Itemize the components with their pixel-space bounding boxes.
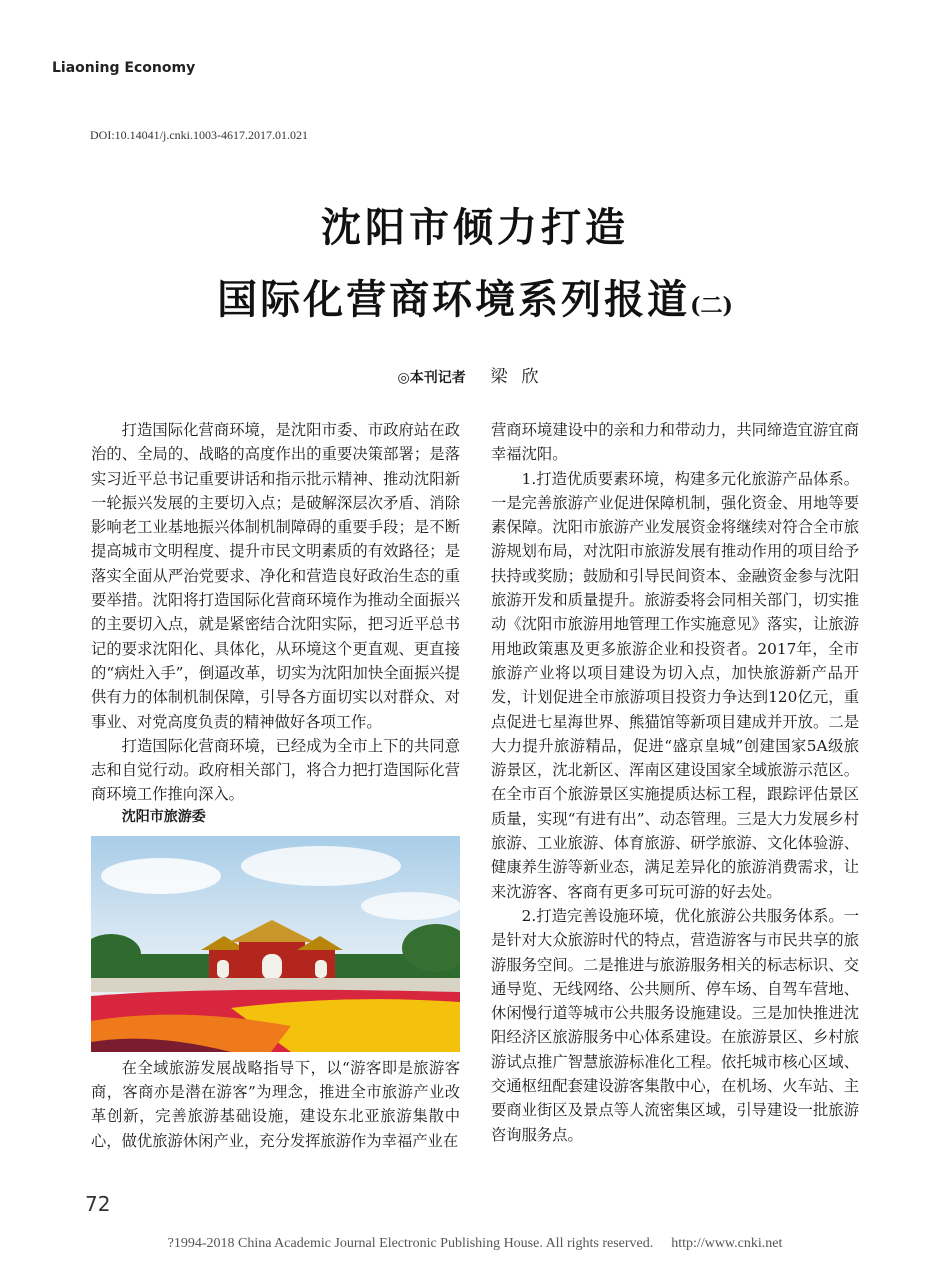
journal-name: Liaoning Economy <box>52 60 196 76</box>
left-paragraph-3: 在全域旅游发展战略指导下，以“游客即是旅游客商，客商亦是潜在游客”为理念，推进全市旅游产业改革创新，完善旅游基础设施，建设东北亚旅游集散中心，做优旅游休闲产业，充分发挥旅游作为幸福产业在 <box>91 1058 460 1150</box>
right-column <box>491 418 859 1147</box>
article-title-suffix: (二) <box>690 293 733 319</box>
byline <box>0 362 950 387</box>
right-paragraph-2: 2.打造完善设施环境，优化旅游公共服务体系。一是针对大众旅游时代的特点，营造游客与市民共享的旅游服务空间。二是推进与旅游服务相关的标志标识、交通导览、无线网络、公共厕所、停车场、自驾车营地、休闲慢行道等城市公共服务设施建设。三是加快推进沈阳经济区旅游服务中心体系建设。在旅游景区、乡村旅游试点推广智慧旅游标准化工程。依托城市核心区域、交通枢纽配套建设游客集散中心，在机场、火车站、主要商业街区及景点等人流密集区域，引导建设一批旅游咨询服务点。 <box>491 906 859 1144</box>
author-name: 梁欣 <box>490 367 553 387</box>
byline-label: ◎本刊记者 <box>397 370 466 386</box>
left-paragraph-2: 打造国际化营商环境，已经成为全市上下的共同意志和自觉行动。政府相关部门，将合力把打造国际化营商环境工作推向深入。 <box>91 736 460 804</box>
left-paragraph-1: 打造国际化营商环境，是沈阳市委、市政府站在政治的、全局的、战略的高度作出的重要决策部署；是落实习近平总书记重要讲话和指示批示精神、推动沈阳新一轮振兴发展的主要切入点；是破解深层次矛盾、消除影响老工业基地振兴体制机制障碍的重要手段；是不断提高城市文明程度、提升市民文明素质的有效路径；是落实全面从严治党要求、净化和营造良好政治生态的重要举措。沈阳将打造国际化营商环境作为推动全面振兴的主要切入点，就是紧密结合沈阳实际，把习近平总书记的要求沈阳化、具体化，从环境这个更直观、更直接的“病灶入手”，倒逼改革，切实为沈阳加快全面振兴提供有力的体制机制保障，引导各方面切实以对群众、对事业、对党高度负责的精神做好各项工作。 <box>91 421 460 731</box>
cloud <box>241 846 401 886</box>
copyright-text: ?1994-2018 China Academic Journal Electronic Publishing House. All rights reserved. <box>167 1236 654 1251</box>
gate-arch-left <box>217 960 229 978</box>
article-title-line1: 沈阳市倾力打造 <box>321 204 629 251</box>
gate-arch <box>262 954 282 980</box>
doi-line: DOI:10.14041/j.cnki.1003-4617.2017.01.021 <box>90 128 308 142</box>
left-column <box>91 418 460 1153</box>
section-heading: 沈阳市旅游委 <box>121 808 206 825</box>
gate-arch-right <box>315 960 327 978</box>
copyright-notice <box>0 1236 950 1252</box>
page-number: 72 <box>85 1192 111 1216</box>
tourism-photo <box>91 836 460 1052</box>
article-title-main: 国际化营商环境系列报道 <box>217 276 691 323</box>
right-paragraph-0: 营商环境建设中的亲和力和带动力，共同缔造宜游宜商幸福沈阳。 <box>491 421 859 464</box>
cloud <box>361 892 460 920</box>
cnki-url: http://www.cnki.net <box>671 1236 783 1251</box>
right-paragraph-1: 1.打造优质要素环境，构建多元化旅游产品体系。一是完善旅游产业促进保障机制，强化资金、用地等要素保障。沈阳市旅游产业发展资金将继续对符合全市旅游规划布局，对沈阳市旅游发展有推动作用的项目给予扶持或奖励；鼓励和引导民间资本、金融资金参与沈阳旅游开发和质量提升。旅游委将会同相关部门，切实推动《沈阳市旅游用地管理工作实施意见》落实，让旅游用地政策惠及更多旅游企业和投资者。2017年，全市旅游产业将以项目建设为切入点，加快旅游新产品开发，计划促进全市旅游项目投资力争达到120亿元，重点促进七星海世界、熊猫馆等新项目建成并开放。二是大力提升旅游精品，促进“盛京皇城”创建国家5A级旅游景区，沈北新区、浑南区建设国家全域旅游示范区。在全市百个旅游景区实施提质达标工程，跟踪评估景区质量，实现“有进有出”、动态管理。三是大力发展乡村旅游、工业旅游、体育旅游、研学旅游、文化体验游、健康养生游等新业态，满足差异化的旅游消费需求，让来沈游客、客商有更多可玩可游的好去处。 <box>491 469 859 901</box>
article-title-line2 <box>0 268 950 325</box>
palace-gate-illustration <box>91 836 460 1052</box>
cloud <box>101 858 221 894</box>
